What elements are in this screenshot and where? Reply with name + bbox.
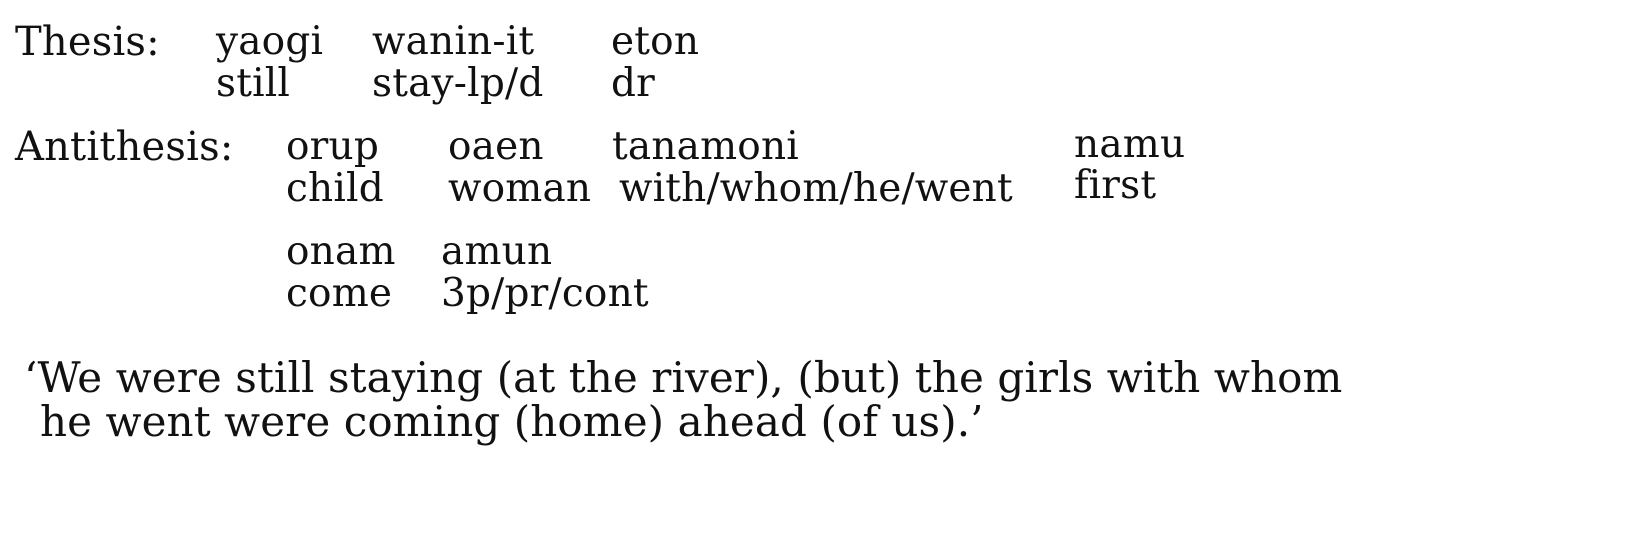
antithesis-line1-word-1-form: orup: [286, 124, 380, 169]
thesis-word-3-form: eton: [611, 19, 700, 64]
antithesis-line1-word-2-form: oaen: [448, 124, 544, 169]
antithesis-line1-word-4-gloss: first: [1074, 163, 1157, 208]
thesis-word-2-form: wanin-it: [372, 19, 535, 64]
antithesis-line2-word-2-form: amun: [441, 229, 553, 274]
antithesis-label: Antithesis:: [15, 124, 234, 170]
antithesis-line1-word-2-gloss: woman: [448, 166, 592, 211]
antithesis-line1-word-3-gloss: with/whom/he/went: [619, 166, 1013, 211]
thesis-label: Thesis:: [15, 19, 160, 65]
antithesis-line1-word-4-form: namu: [1074, 122, 1186, 167]
translation-line-1: ‘We were still staying (at the river), (but) the girls with whom: [24, 353, 1343, 402]
free-translation: [24, 353, 1524, 446]
translation-line-2: he went were coming (home) ahead (of us).’: [40, 397, 984, 446]
thesis-word-1-gloss: still: [216, 61, 291, 106]
antithesis-line2-word-1-gloss: come: [286, 271, 393, 316]
thesis-word-3-gloss: dr: [611, 61, 656, 106]
thesis-word-1-form: yaogi: [216, 19, 324, 64]
antithesis-line1-word-3-form: tanamoni: [612, 124, 799, 169]
antithesis-line2-word-1-form: onam: [286, 229, 396, 274]
antithesis-line2-word-2-gloss: 3p/pr/cont: [441, 271, 649, 316]
thesis-word-2-gloss: stay-lp/d: [372, 61, 544, 106]
antithesis-line1-word-1-gloss: child: [286, 166, 384, 211]
